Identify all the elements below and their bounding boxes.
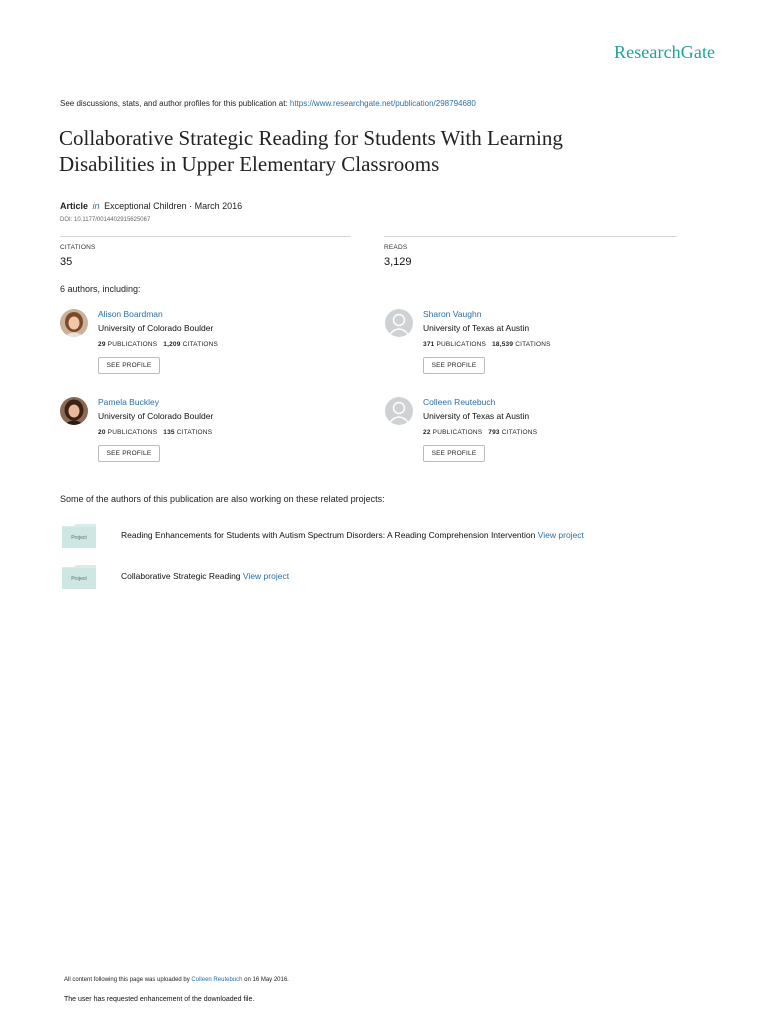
project-text <box>121 571 289 581</box>
folder-icon <box>62 524 96 548</box>
publications-label: PUBLICATIONS <box>107 341 158 348</box>
project-title: Reading Enhancements for Students with Autism Spectrum Disorders: A Reading Comprehension Intervention <box>121 530 536 540</box>
author-name[interactable]: Pamela Buckley <box>98 397 159 407</box>
title-line-1: Collaborative Strategic Reading for Students With Learning <box>59 126 563 150</box>
author-institution: University of Texas at Austin <box>423 323 530 333</box>
see-profile-button[interactable]: SEE PROFILE <box>98 357 160 374</box>
title-line-2: Disabilities in Upper Elementary Classrooms <box>59 152 440 176</box>
article-type: Article <box>60 201 89 211</box>
author-stats <box>98 341 218 348</box>
see-profile-button[interactable]: SEE PROFILE <box>423 357 485 374</box>
project-item <box>62 565 662 589</box>
author-card <box>60 309 360 389</box>
citation-count: 1,209 <box>163 341 181 348</box>
citations-label: CITATIONS <box>60 244 96 251</box>
author-name[interactable]: Colleen Reutebuch <box>423 397 496 407</box>
author-card <box>385 397 685 477</box>
citations-label: CITATIONS <box>182 341 219 348</box>
reads-divider <box>384 236 677 237</box>
citation-count: 135 <box>163 429 175 436</box>
reads-label: READS <box>384 244 408 251</box>
view-project-link[interactable]: View project <box>537 530 584 540</box>
folder-icon <box>62 565 96 589</box>
author-institution: University of Colorado Boulder <box>98 323 214 333</box>
citations-label: CITATIONS <box>515 341 551 348</box>
author-name[interactable]: Alison Boardman <box>98 309 163 319</box>
researchgate-logo[interactable]: ResearchGate <box>614 42 716 62</box>
publication-count: 371 <box>423 341 435 348</box>
publication-title <box>59 125 719 177</box>
person-photo-icon[interactable] <box>60 309 88 337</box>
author-card <box>60 397 360 477</box>
person-photo-icon[interactable] <box>60 397 88 425</box>
publication-count: 22 <box>423 429 431 436</box>
enhancement-notice: The user has requested enhancement of the downloaded file. <box>64 996 255 1003</box>
author-stats <box>423 341 551 348</box>
project-badge: Project <box>71 535 87 541</box>
publication-count: 29 <box>98 341 106 348</box>
author-institution: University of Colorado Boulder <box>98 411 214 421</box>
see-profile-button[interactable]: SEE PROFILE <box>423 445 485 462</box>
journal-info[interactable]: Exceptional Children · March 2016 <box>104 201 243 211</box>
citation-count: 793 <box>488 429 500 436</box>
citations-label: CITATIONS <box>501 429 538 436</box>
discussion-text: See discussions, stats, and author profiles for this publication at: <box>60 99 290 108</box>
publication-url-link[interactable]: https://www.researchgate.net/publication/298794680 <box>289 99 476 108</box>
project-item <box>62 524 662 548</box>
upload-notice <box>64 977 289 983</box>
publication-count: 20 <box>98 429 106 436</box>
author-stats <box>423 429 537 436</box>
citations-divider <box>60 236 351 237</box>
in-word: in <box>92 201 100 211</box>
author-institution: University of Texas at Austin <box>423 411 530 421</box>
view-project-link[interactable]: View project <box>242 571 290 581</box>
publications-label: PUBLICATIONS <box>107 429 158 436</box>
publications-label: PUBLICATIONS <box>432 429 483 436</box>
project-title: Collaborative Strategic Reading <box>121 571 241 581</box>
project-text <box>121 530 584 540</box>
publication-meta <box>60 201 242 211</box>
citation-count: 18,539 <box>492 341 514 348</box>
citations-value: 35 <box>60 256 73 268</box>
related-projects-heading: Some of the authors of this publication are also working on these related projects: <box>60 494 385 504</box>
publications-label: PUBLICATIONS <box>436 341 487 348</box>
user-silhouette-icon[interactable] <box>385 397 413 425</box>
author-name[interactable]: Sharon Vaughn <box>423 309 482 319</box>
citations-label: CITATIONS <box>176 429 213 436</box>
authors-heading: 6 authors, including: <box>60 284 141 294</box>
upload-suffix: on 16 May 2016. <box>242 977 289 983</box>
doi: DOI: 10.1177/0014402915625067 <box>60 217 151 223</box>
user-silhouette-icon[interactable] <box>385 309 413 337</box>
author-stats <box>98 429 212 436</box>
upload-prefix: All content following this page was uploaded by <box>64 977 192 983</box>
project-badge: Project <box>71 576 87 582</box>
author-card <box>385 309 685 389</box>
see-profile-button[interactable]: SEE PROFILE <box>98 445 160 462</box>
discussion-notice <box>60 99 476 108</box>
reads-value: 3,129 <box>384 256 412 268</box>
uploader-link[interactable]: Colleen Reutebuch <box>191 977 243 983</box>
